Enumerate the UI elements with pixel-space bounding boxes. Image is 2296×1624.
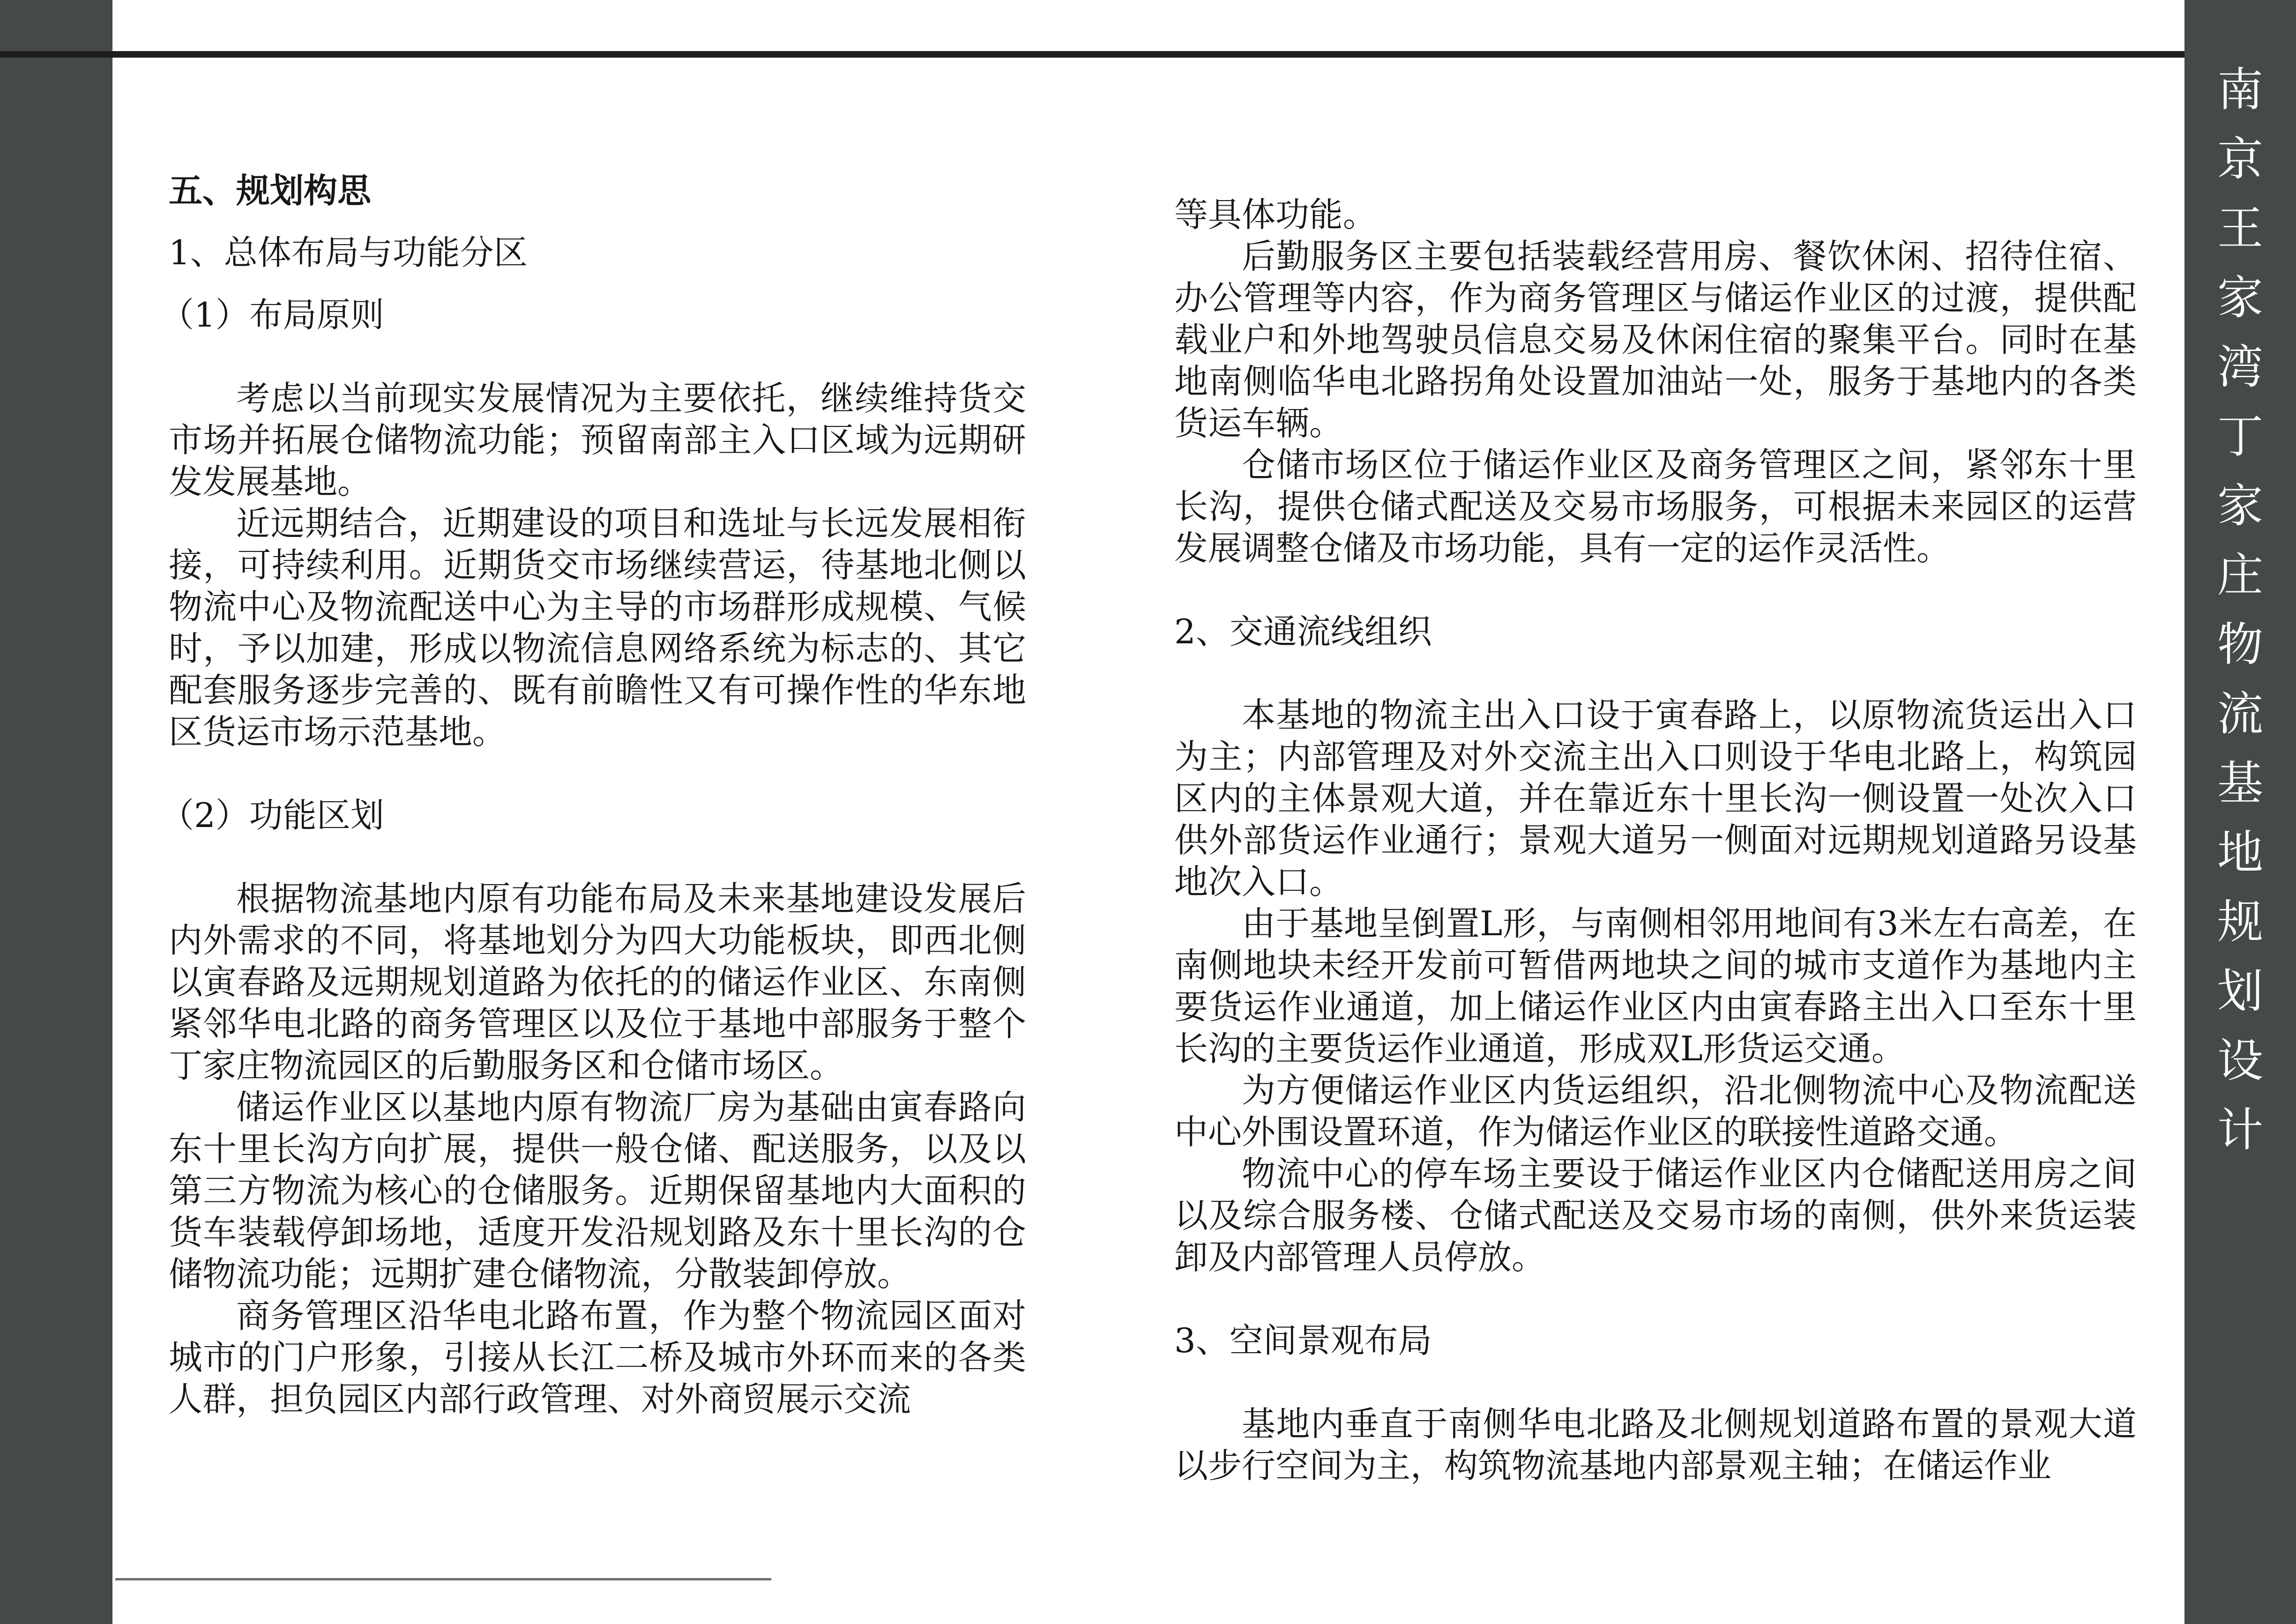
paragraph: 本基地的物流主出入口设于寅春路上，以原物流货运出入口为主；内部管理及对外交流主出入口则设于华电北路上，构筑园区内的主体景观大道，并在靠近东十里长沟一侧设置一处次入口供外部货运作业通行；景观大道另一侧面对远期规划道路另设基地次入口。 — [1174, 695, 2137, 901]
title-char: 基 — [2217, 757, 2263, 810]
header-rule — [0, 51, 2184, 58]
title-char: 设 — [2217, 1034, 2263, 1088]
title-char: 南 — [2217, 63, 2263, 117]
chapter-title: 五、规划构思 — [169, 171, 372, 210]
paragraph: 为方便储运作业区内货运组织，沿北侧物流中心及物流配送中心外围设置环道，作为储运作业区的联接性道路交通。 — [1174, 1071, 2137, 1152]
title-char: 流 — [2217, 687, 2263, 741]
left-text-column — [160, 170, 1026, 1420]
footer-rule — [115, 1578, 771, 1580]
subsection-heading: （2）功能区划 — [160, 796, 384, 835]
title-char: 京 — [2217, 133, 2263, 186]
paragraph: 考虑以当前现实发展情况为主要依托，继续维持货交市场并拓展仓储物流功能；预留南部主入口区域为远期研发发展基地。 — [169, 379, 1026, 501]
title-char: 家 — [2217, 271, 2263, 325]
left-margin-band — [0, 0, 112, 1624]
paragraph: 近远期结合，近期建设的项目和选址与长远发展相衔接，可持续利用。近期货交市场继续营运，待基地北侧以物流中心及物流配送中心为主导的市场群形成规模、气候时，予以加建，形成以物流信息网络系统为标志的、其它配套服务逐步完善的、既有前瞻性又有可操作性的华东地区货运市场示范基地。 — [169, 504, 1026, 752]
section-heading: 1、总体布局与功能分区 — [169, 233, 528, 272]
title-char: 湾 — [2217, 341, 2263, 394]
paragraph: 仓储市场区位于储运作业区及商务管理区之间，紧邻东十里长沟，提供仓储式配送及交易市场服务，可根据未来园区的运营发展调整仓储及市场功能，具有一定的运作灵活性。 — [1174, 445, 2137, 568]
vertical-project-title — [2184, 55, 2296, 1165]
title-char: 计 — [2217, 1103, 2263, 1157]
title-char: 规 — [2217, 895, 2263, 949]
paragraph: 物流中心的停车场主要设于储运作业区内仓储配送用房之间以及综合服务楼、仓储式配送及交易市场的南侧，供外来货运装卸及内部管理人员停放。 — [1174, 1154, 2137, 1277]
title-char: 地 — [2217, 826, 2263, 879]
title-char: 物 — [2217, 618, 2263, 671]
paragraph: 根据物流基地内原有功能布局及未来基地建设发展后内外需求的不同，将基地划分为四大功能板块，即西北侧以寅春路及远期规划道路为依托的的储运作业区、东南侧紧邻华电北路的商务管理区以及位于基地中部服务于整个丁家庄物流园区的后勤服务区和仓储市场区。 — [169, 879, 1026, 1085]
title-char: 庄 — [2217, 549, 2263, 602]
right-text-column — [1174, 194, 2137, 1487]
title-char: 丁 — [2217, 410, 2263, 463]
section-heading: 2、交通流线组织 — [1174, 612, 1432, 651]
paragraph: 由于基地呈倒置L形，与南侧相邻用地间有3米左右高差，在南侧地块未经开发前可暂借两地块之间的城市支道作为基地内主要货运作业通道，加上储运作业区内由寅春路主出入口至东十里长沟的主要货运作业通道，形成双L形货运交通。 — [1174, 904, 2137, 1068]
section-heading: 3、空间景观布局 — [1174, 1321, 1432, 1360]
paragraph: 储运作业区以基地内原有物流厂房为基础由寅春路向东十里长沟方向扩展，提供一般仓储、配送服务，以及以第三方物流为核心的仓储服务。近期保留基地内大面积的货车装载停卸场地，适度开发沿规划路及东十里长沟的仓储物流功能；远期扩建仓储物流，分散装卸停放。 — [169, 1088, 1026, 1294]
paragraph: 基地内垂直于南侧华电北路及北侧规划道路布置的景观大道以步行空间为主，构筑物流基地内部景观主轴；在储运作业 — [1174, 1404, 2137, 1485]
title-char: 划 — [2217, 965, 2263, 1018]
title-char: 王 — [2217, 202, 2263, 255]
paragraph: 商务管理区沿华电北路布置，作为整个物流园区面对城市的门户形象，引接从长江二桥及城市外环而来的各类人群，担负园区内部行政管理、对外商贸展示交流 — [169, 1296, 1026, 1419]
subsection-heading: （1）布局原则 — [160, 295, 384, 335]
title-char: 家 — [2217, 479, 2263, 533]
paragraph-continuation: 等具体功能。 — [1174, 195, 1377, 234]
paragraph: 后勤服务区主要包括装载经营用房、餐饮休闲、招待住宿、办公管理等内容，作为商务管理区与储运作业区的过渡，提供配载业户和外地驾驶员信息交易及休闲住宿的聚集平台。同时在基地南侧临华电北路拐角处设置加油站一处，服务于基地内的各类货运车辆。 — [1174, 237, 2137, 443]
